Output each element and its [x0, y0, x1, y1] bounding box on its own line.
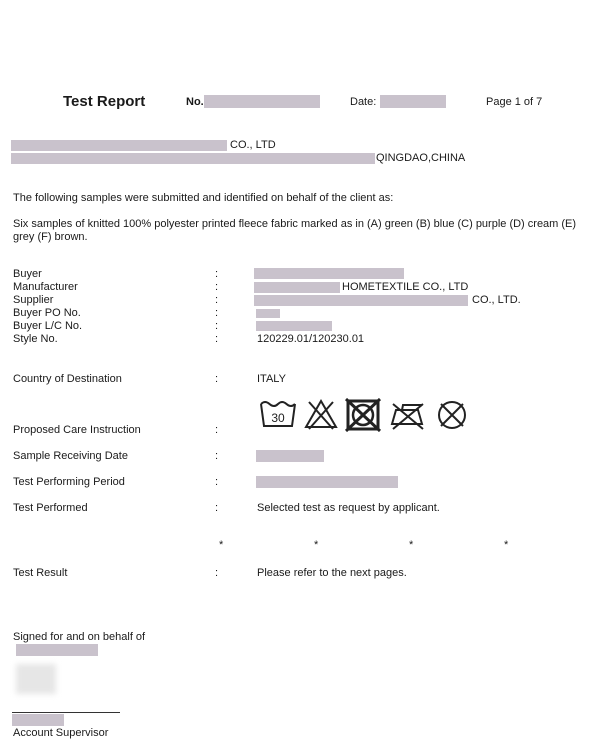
wash-temp-text: 30	[271, 411, 285, 425]
separator-star: *	[409, 539, 414, 551]
report-no-redaction	[204, 95, 320, 108]
style-no-label: Style No.	[13, 333, 58, 345]
date-label: Date:	[350, 96, 377, 108]
receiving-date-redaction	[256, 450, 324, 462]
buyer-lc-label: Buyer L/C No.	[13, 320, 83, 332]
signed-on-behalf-label: Signed for and on behalf of	[13, 631, 146, 643]
company-redaction	[16, 644, 98, 656]
supplier-label: Supplier	[13, 294, 54, 306]
performed-colon: :	[215, 502, 219, 514]
result-value: Please refer to the next pages.	[257, 567, 407, 579]
signature-line	[12, 712, 120, 713]
manufacturer-suffix: HOMETEXTILE CO., LTD	[342, 281, 469, 293]
supplier-suffix: CO., LTD.	[472, 294, 521, 306]
buyer-po-label: Buyer PO No.	[13, 307, 81, 319]
client-address-redaction	[11, 153, 375, 164]
do-not-iron-icon	[388, 398, 428, 430]
period-redaction	[256, 476, 398, 488]
care-label: Proposed Care Instruction	[13, 424, 141, 436]
receiving-date-label: Sample Receiving Date	[13, 450, 128, 462]
report-no-label: No.	[186, 96, 204, 108]
buyer-colon: :	[215, 268, 219, 280]
role-label: Account Supervisor	[13, 727, 109, 739]
client-address-suffix: QINGDAO,CHINA	[376, 152, 466, 164]
supplier-colon: :	[215, 294, 219, 306]
manufacturer-colon: :	[215, 281, 219, 293]
buyer-lc-redaction	[256, 321, 332, 331]
do-not-tumble-dry-icon	[344, 398, 382, 432]
samples-description: Six samples of knitted 100% polyester printed fleece fabric marked as in (A) green (B) blue (C) purple (D) cream (E) grey (F) brown.	[13, 218, 577, 243]
page-indicator: Page 1 of 7	[486, 96, 543, 108]
buyer-lc-colon: :	[215, 320, 219, 332]
style-no-colon: :	[215, 333, 219, 345]
do-not-dry-clean-icon	[434, 398, 470, 432]
result-colon: :	[215, 567, 219, 579]
signature-stamp	[16, 664, 56, 694]
separator-star: *	[504, 539, 509, 551]
performed-value: Selected test as request by applicant.	[257, 502, 440, 514]
result-label: Test Result	[13, 567, 68, 579]
separator-star: *	[219, 539, 224, 551]
signatory-redaction	[12, 714, 64, 726]
report-title: Test Report	[63, 93, 146, 110]
country-value: ITALY	[257, 373, 286, 385]
period-colon: :	[215, 476, 219, 488]
country-label: Country of Destination	[13, 373, 122, 385]
client-name-suffix: CO., LTD	[230, 139, 276, 151]
buyer-po-redaction	[256, 309, 280, 318]
manufacturer-redaction	[254, 282, 340, 293]
care-colon: :	[215, 424, 219, 436]
period-label: Test Performing Period	[13, 476, 125, 488]
style-no-value: 120229.01/120230.01	[257, 333, 365, 345]
supplier-redaction	[254, 295, 468, 306]
client-name-redaction	[11, 140, 227, 151]
country-colon: :	[215, 373, 219, 385]
manufacturer-label: Manufacturer	[13, 281, 78, 293]
intro-text: The following samples were submitted and identified on behalf of the client as:	[13, 192, 394, 204]
care-symbols	[258, 398, 478, 434]
date-redaction	[380, 95, 446, 108]
buyer-redaction	[254, 268, 404, 279]
separator-star: *	[314, 539, 319, 551]
performed-label: Test Performed	[13, 502, 88, 514]
wash-30-icon	[258, 398, 298, 430]
do-not-bleach-icon	[303, 398, 339, 430]
receiving-date-colon: :	[215, 450, 219, 462]
buyer-label: Buyer	[13, 268, 42, 280]
buyer-po-colon: :	[215, 307, 219, 319]
